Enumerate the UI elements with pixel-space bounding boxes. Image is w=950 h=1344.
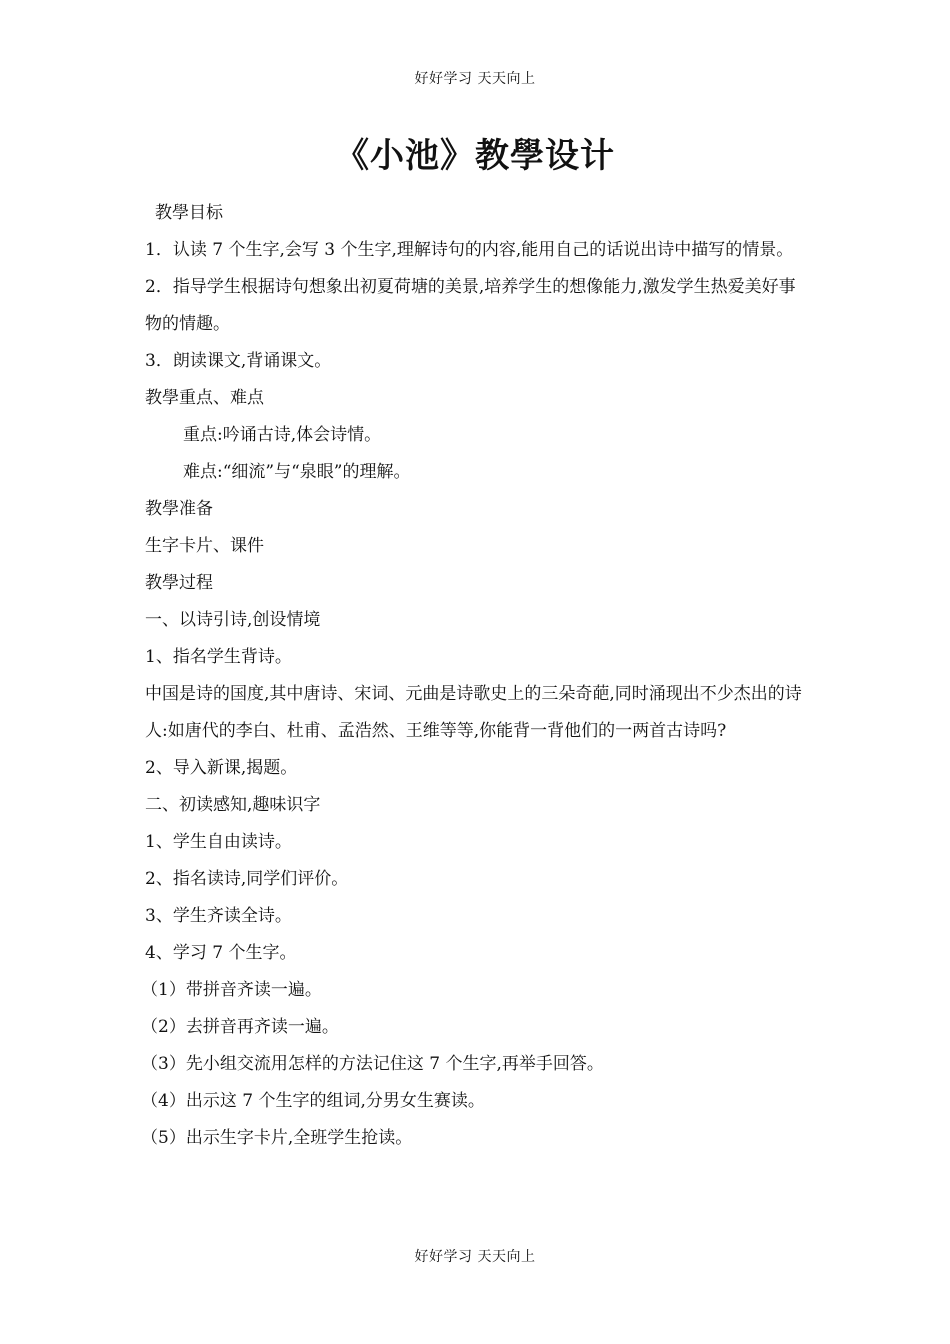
- step2-heading: 二、初读感知,趣味识字: [145, 795, 321, 815]
- objective-1: 1．认读 7 个生字,会写 3 个生字,理解诗句的内容,能用自己的话说出诗中描写的情景。: [145, 240, 794, 260]
- process-heading: 教學过程: [145, 573, 213, 593]
- objective-2: 2．指导学生根据诗句想象出初夏荷塘的美景,培养学生的想像能力,激发学生热爱美好事物的情趣。: [145, 277, 796, 334]
- step1-heading: 一、以诗引诗,创设情境: [145, 610, 321, 630]
- step1-item-2: 2、导入新课,揭题。: [145, 758, 298, 778]
- sub-item-2: （2）去拼音再齐读一遍。: [141, 1017, 339, 1037]
- sub-item-1: （1）带拼音齐读一遍。: [141, 980, 322, 1000]
- objectives-heading: 教學目标: [155, 203, 223, 223]
- step2-item-1: 1、学生自由读诗。: [145, 832, 292, 852]
- page-header: 好好学习 天天向上: [414, 71, 536, 87]
- page-footer: 好好学习 天天向上: [414, 1249, 536, 1265]
- step2-item-2: 2、指名读诗,同学们评价。: [145, 869, 349, 889]
- step2-item-4: 4、学习 7 个生字。: [145, 943, 297, 963]
- sub-item-3: （3）先小组交流用怎样的方法记住这 7 个生字,再举手回答。: [141, 1054, 604, 1074]
- preparation-heading: 教學准备: [145, 499, 213, 519]
- key-points-heading: 教學重点、难点: [145, 388, 264, 408]
- sub-item-4: （4）出示这 7 个生字的组词,分男女生赛读。: [141, 1091, 485, 1111]
- document-body: [141, 195, 810, 1157]
- document-title: 《小池》教學设计: [335, 136, 615, 176]
- step2-item-3: 3、学生齐读全诗。: [145, 906, 292, 926]
- difficult-point: 难点:“细流”与“泉眼”的理解。: [183, 462, 411, 482]
- objective-3: 3．朗读课文,背诵课文。: [145, 351, 332, 371]
- key-point: 重点:吟诵古诗,体会诗情。: [183, 425, 382, 445]
- sub-item-5: （5）出示生字卡片,全班学生抢读。: [141, 1128, 413, 1148]
- preparation-text: 生字卡片、课件: [145, 536, 264, 556]
- step1-paragraph: 中国是诗的国度,其中唐诗、宋词、元曲是诗歌史上的三朵奇葩,同时涌现出不少杰出的诗人:如唐代的李白、杜甫、孟浩然、王维等等,你能背一背他们的一两首古诗吗?: [145, 684, 802, 741]
- step1-item-1: 1、指名学生背诗。: [145, 647, 292, 667]
